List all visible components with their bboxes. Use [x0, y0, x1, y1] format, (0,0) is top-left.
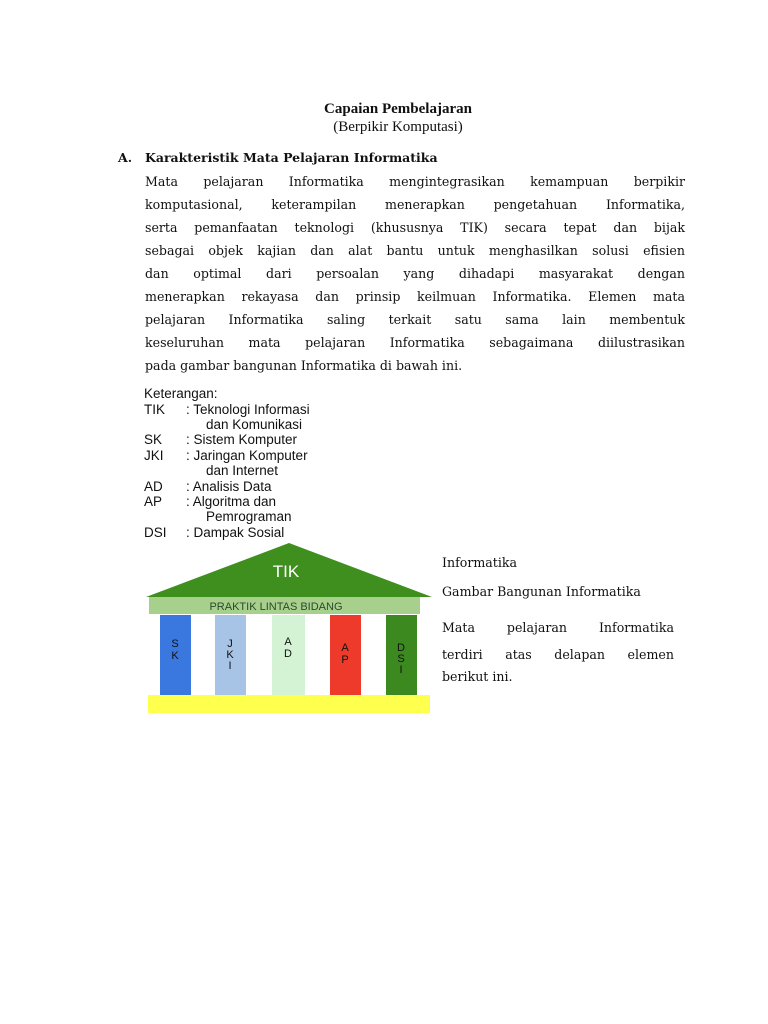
paragraph-line: pelajaran Informatika saling terkait satu sama lain membentuk [145, 312, 685, 327]
legend-abbr: JKI [144, 448, 164, 463]
paragraph-line: keseluruhan mata pelajaran Informatika sebagaimana diilustrasikan [145, 335, 685, 350]
side-paragraph-line: Mata pelajaran Informatika [442, 620, 674, 635]
side-paragraph-line: terdiri atas delapan elemen [442, 647, 674, 662]
side-paragraph-line: berikut ini. [442, 669, 513, 684]
legend-abbr: DSI [144, 525, 167, 540]
paragraph-line: pada gambar bangunan Informatika di bawah ini. [145, 358, 463, 373]
legend-heading: Keterangan: [144, 386, 218, 401]
legend-desc: : Algoritma dan [186, 494, 277, 509]
paragraph-line: komputasional, keterampilan menerapkan pengetahuan Informatika, [145, 197, 685, 212]
paragraph-line: Mata pelajaran Informatika mengintegrasikan kemampuan berpikir [145, 174, 685, 189]
figure-caption: Gambar Bangunan Informatika [442, 584, 641, 599]
legend-abbr: TIK [144, 402, 166, 417]
pillar-ap-label: A P [341, 642, 349, 666]
paragraph-line: serta pemanfaatan teknologi (khususnya TIK) secara tepat dan bijak [145, 220, 685, 235]
informatika-building-diagram [146, 543, 432, 717]
paragraph-line: dan optimal dari persoalan yang dihadapi masyarakat dengan [145, 266, 685, 281]
legend-desc: : Jaringan Komputer [186, 448, 308, 463]
legend-desc-cont: Pemrograman [206, 509, 292, 524]
legend-desc: : Sistem Komputer [186, 432, 298, 447]
pillar-dsi-label: D S I [397, 642, 405, 676]
pillar-ad-label: A D [284, 636, 292, 660]
pillar-jki-label: J K I [226, 638, 234, 672]
page-subtitle: (Berpikir Komputasi) [333, 119, 463, 135]
pillar-sk-label: S K [171, 638, 179, 662]
legend-abbr: AP [144, 494, 163, 509]
building-base [148, 695, 430, 713]
paragraph-line: menerapkan rekayasa dan prinsip keilmuan Informatika. Elemen mata [145, 289, 685, 304]
page-title: Capaian Pembelajaran [324, 101, 472, 117]
paragraph-line: sebagai objek kajian dan alat bantu untuk menghasilkan solusi efisien [145, 243, 685, 258]
legend-abbr: AD [144, 479, 163, 494]
section-letter: A. [118, 150, 133, 165]
legend-desc: : Analisis Data [186, 479, 272, 494]
band-label: PRAKTIK LINTAS BIDANG [209, 601, 343, 613]
roof-label: TIK [272, 562, 300, 581]
legend-desc-cont: dan Internet [206, 463, 279, 478]
legend-desc: : Dampak Sosial [186, 525, 285, 540]
section-title: Karakteristik Mata Pelajaran Informatika [145, 150, 438, 165]
legend-desc-cont: dan Komunikasi [206, 417, 303, 432]
legend-abbr: SK [144, 432, 163, 447]
side-label: Informatika [442, 555, 518, 570]
legend-desc: : Teknologi Informasi [186, 402, 310, 417]
